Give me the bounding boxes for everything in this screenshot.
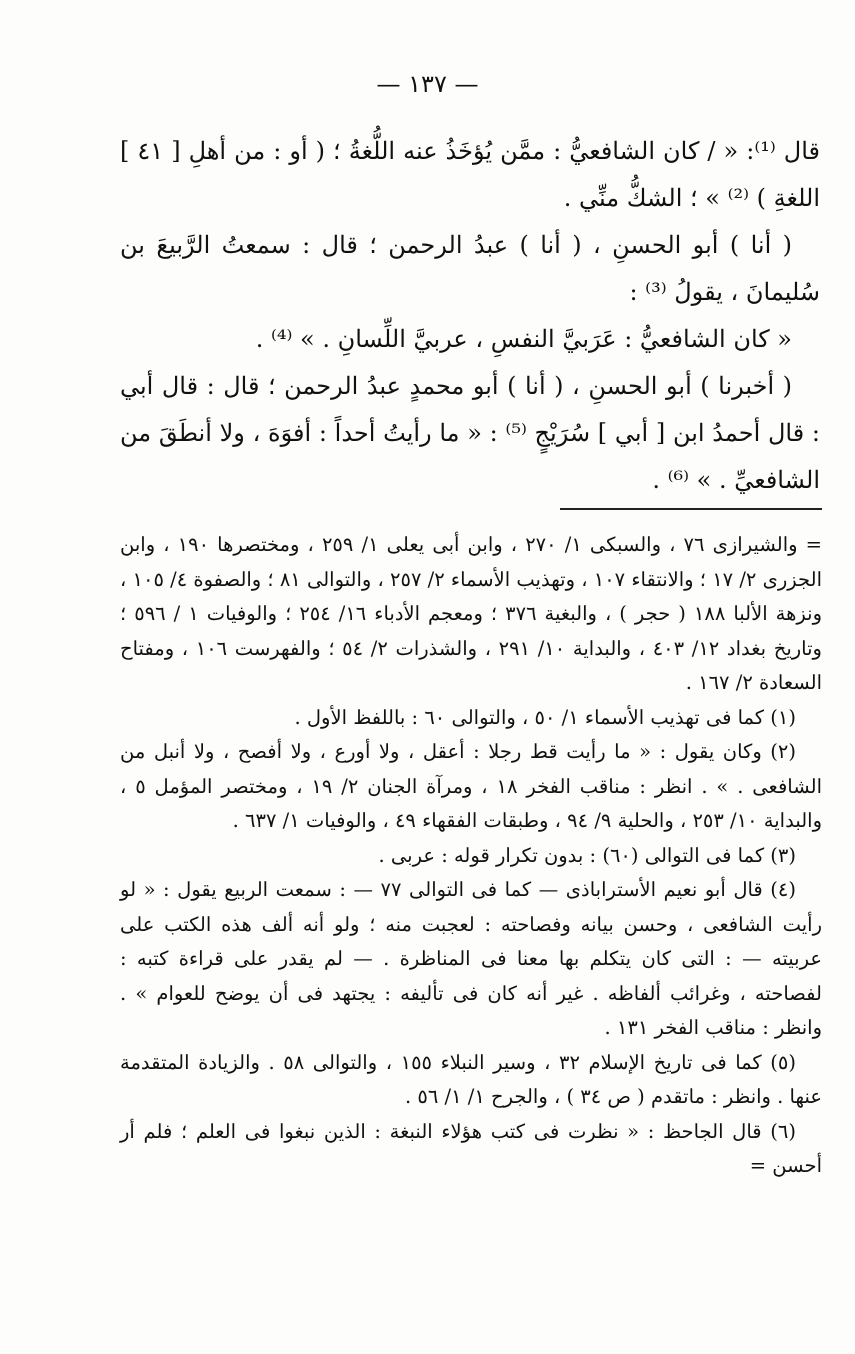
main-paragraph: ( أنا ) أبو الحسنِ ، ( أنا ) عبدُ الرحمن ؛ قال : سمعتُ الرَّبيعَ بن سُليمانَ ، يقولُ ⁽³⁾ : (120, 231, 820, 306)
footnote: (٥) كما فى تاريخ الإسلام ٣٢ ، وسير النبلاء ١٥٥ ، والتوالى ٥٨ . والزيادة المتقدمة عنها . وانظر : ماتقدم ( ص ٣٤ ) ، والجرح ١/ ١/ ٥٦ . (120, 1050, 822, 1108)
footnote: (٢) وكان يقول : « ما رأيت قط رجلا : أعقل ، ولا أورع ، ولا أفصح ، ولا أنبل من الشافعى . » . انظر : مناقب الفخر ١٨ ، ومرآة الجنان ٢/ ١٩ ، ومختصر المؤمل ٥ ، والبداية ١٠/ ٢٥٣ ، والحلية ٩/ ٩٤ ، وطبقات الفقهاء ٤٩ ، والوفيات ١/ ٦٣٧ . (120, 740, 822, 832)
main-paragraph: « كان الشافعيُّ : عَرَبيَّ النفسِ ، عربيَّ اللِّسانِ . » ⁽⁴⁾ . (255, 325, 792, 353)
footnotes (120, 528, 822, 1184)
main-paragraph: ( أخبرنا ) أبو الحسنِ ، ( أنا ) أبو محمدٍ عبدُ الرحمن ؛ قال : قال أبي : قال أحمدُ ابن [ أبي ] سُرَيْجٍ ⁽⁵⁾ : « ما رأيتُ أحداً : أفوَهَ ، ولا أنطَقَ من الشافعيِّ . » ⁽⁶⁾ . (120, 372, 821, 494)
footnote-separator (560, 508, 822, 510)
main-text (120, 128, 820, 504)
main-paragraph: قال ⁽¹⁾: « / كان الشافعيُّ : ممَّن يُؤخَذُ عنه اللُّغةُ ؛ ( أو : من أهلِ [ ٤١ ] اللغةِ ) ⁽²⁾ » ؛ الشكُّ منِّي . (120, 137, 820, 212)
page-number: — ١٣٧ — (376, 70, 479, 98)
footnote: (١) كما فى تهذيب الأسماء ١/ ٥٠ ، والتوالى ٦٠ : باللفظ الأول . (294, 705, 796, 729)
footnote: (٣) كما فى التوالى (٦٠) : بدون تكرار قوله : عربى . (378, 843, 796, 867)
footnote: (٤) قال أبو نعيم الأستراباذى — كما فى التوالى ٧٧ — : سمعت الربيع يقول : « لو رأيت الشافعى ، وحسن بيانه وفصاحته : لعجبت منه ؛ ولو أنه ألف هذه الكتب على عربيته — : التى كان يتكلم بها معنا فى المناظرة . — لم يقدر على قراءة كتبه : لفصاحته ، وغرائب ألفاظه . غير أنه كان فى تأليفه : يجتهد فى أن يوضح للعوام » . وانظر : مناقب الفخر ١٣١ . (120, 878, 822, 1039)
footnote: = والشيرازى ٧٦ ، والسبكى ١/ ٢٧٠ ، وابن أبى يعلى ١/ ٢٥٩ ، ومختصرها ١٩٠ ، وابن الجزرى ٢/ ١٧ ؛ والانتقاء ١٠٧ ، وتهذيب الأسماء ٢/ ٢٥٧ ، والتوالى ٨١ ؛ والصفوة ٤/ ١٠٥ ، ونزهة الألبا ١٨٨ ( حجر ) ، والبغية ٣٧٦ ؛ ومعجم الأدباء ١٦/ ٢٥٤ ؛ والوفيات ١ / ٥٩٦ ؛ وتاريخ بغداد ١٢/ ٤٠٣ ، والبداية ١٠/ ٢٩١ ، والشذرات ٢/ ٥٤ ؛ والفهرست ١٠٦ ، ومفتاح السعادة ٢/ ١٦٧ . (120, 533, 823, 694)
footnote: (٦) قال الجاحظ : « نظرت فى كتب هؤلاء النبغة : الذين نبغوا فى العلم ؛ فلم أر أحسن = (120, 1119, 822, 1177)
